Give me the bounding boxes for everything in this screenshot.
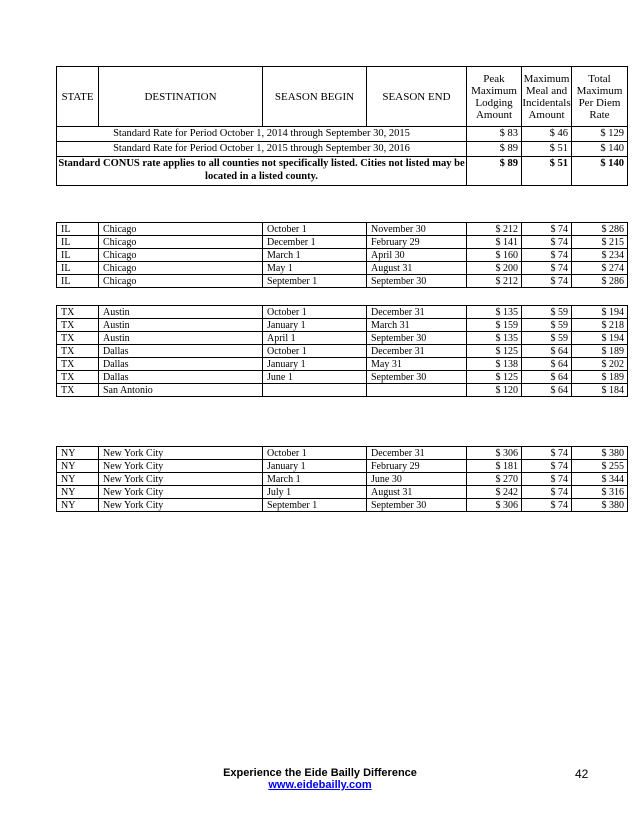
cell-total: $ 380 xyxy=(572,447,628,460)
col-header-state: STATE xyxy=(57,67,99,127)
cell-state: TX xyxy=(57,306,99,319)
cell-meals: $ 74 xyxy=(522,236,572,249)
standard-rate-2015-lodging: $ 89 xyxy=(467,142,522,157)
cell-season-begin: April 1 xyxy=(263,332,367,345)
cell-meals: $ 74 xyxy=(522,275,572,288)
cell-state: IL xyxy=(57,262,99,275)
cell-state: TX xyxy=(57,371,99,384)
cell-meals: $ 74 xyxy=(522,473,572,486)
cell-state: TX xyxy=(57,358,99,371)
cell-season-end: December 31 xyxy=(367,447,467,460)
standard-rate-2014-label: Standard Rate for Period October 1, 2014 through September 30, 2015 xyxy=(57,127,467,142)
cell-lodging: $ 212 xyxy=(467,275,522,288)
col-header-meals: Maximum Meal and Incidentals Amount xyxy=(522,67,572,127)
cell-season-end: May 31 xyxy=(367,358,467,371)
cell-total: $ 189 xyxy=(572,345,628,358)
cell-meals: $ 74 xyxy=(522,460,572,473)
cell-season-end: February 29 xyxy=(367,460,467,473)
cell-total: $ 218 xyxy=(572,319,628,332)
conus-rate-row xyxy=(57,157,628,186)
table-row xyxy=(57,499,628,512)
cell-destination: New York City xyxy=(99,486,263,499)
table-row xyxy=(57,236,628,249)
cell-meals: $ 74 xyxy=(522,249,572,262)
standard-rate-2014-lodging: $ 83 xyxy=(467,127,522,142)
cell-lodging: $ 120 xyxy=(467,384,522,397)
cell-total: $ 316 xyxy=(572,486,628,499)
cell-meals: $ 74 xyxy=(522,447,572,460)
cell-season-end: August 31 xyxy=(367,486,467,499)
cell-destination: New York City xyxy=(99,447,263,460)
cell-total: $ 274 xyxy=(572,262,628,275)
cell-meals: $ 64 xyxy=(522,371,572,384)
standard-rate-2014-total: $ 129 xyxy=(572,127,628,142)
table-row xyxy=(57,384,628,397)
cell-season-end: February 29 xyxy=(367,236,467,249)
table-row xyxy=(57,332,628,345)
cell-season-begin: September 1 xyxy=(263,499,367,512)
col-header-lodging: Peak Maximum Lodging Amount xyxy=(467,67,522,127)
table-row xyxy=(57,486,628,499)
cell-state: IL xyxy=(57,249,99,262)
table-row xyxy=(57,473,628,486)
cell-destination: Chicago xyxy=(99,223,263,236)
cell-lodging: $ 270 xyxy=(467,473,522,486)
cell-total: $ 255 xyxy=(572,460,628,473)
cell-destination: Chicago xyxy=(99,236,263,249)
cell-total: $ 380 xyxy=(572,499,628,512)
cell-state: NY xyxy=(57,486,99,499)
cell-lodging: $ 242 xyxy=(467,486,522,499)
cell-season-begin: March 1 xyxy=(263,249,367,262)
cell-destination: Austin xyxy=(99,332,263,345)
standard-rate-2014-meals: $ 46 xyxy=(522,127,572,142)
cell-lodging: $ 135 xyxy=(467,306,522,319)
cell-season-begin: June 1 xyxy=(263,371,367,384)
cell-total: $ 202 xyxy=(572,358,628,371)
standard-rate-2015-meals: $ 51 xyxy=(522,142,572,157)
cell-destination: New York City xyxy=(99,460,263,473)
cell-season-begin xyxy=(263,384,367,397)
cell-state: NY xyxy=(57,473,99,486)
cell-season-end: March 31 xyxy=(367,319,467,332)
cell-destination: Dallas xyxy=(99,358,263,371)
cell-season-begin: December 1 xyxy=(263,236,367,249)
cell-state: NY xyxy=(57,499,99,512)
cell-season-begin: October 1 xyxy=(263,306,367,319)
cell-destination: New York City xyxy=(99,473,263,486)
cell-destination: Austin xyxy=(99,306,263,319)
cell-meals: $ 59 xyxy=(522,332,572,345)
conus-rate-lodging: $ 89 xyxy=(467,157,522,186)
cell-state: TX xyxy=(57,384,99,397)
cell-lodging: $ 135 xyxy=(467,332,522,345)
col-header-season-end: SEASON END xyxy=(367,67,467,127)
cell-season-end: September 30 xyxy=(367,371,467,384)
cell-season-begin: May 1 xyxy=(263,262,367,275)
cell-destination: Austin xyxy=(99,319,263,332)
cell-state: IL xyxy=(57,275,99,288)
cell-season-begin: January 1 xyxy=(263,358,367,371)
conus-rate-label: Standard CONUS rate applies to all counties not specifically listed. Cities not listed may be located in a listed county. xyxy=(57,157,467,186)
cell-destination: San Antonio xyxy=(99,384,263,397)
cell-total: $ 215 xyxy=(572,236,628,249)
cell-state: NY xyxy=(57,460,99,473)
cell-season-begin: July 1 xyxy=(263,486,367,499)
cell-season-end xyxy=(367,384,467,397)
footer-tagline: Experience the Eide Bailly Difference xyxy=(223,767,417,779)
texas-rates-table xyxy=(56,305,628,397)
cell-meals: $ 74 xyxy=(522,499,572,512)
table-row xyxy=(57,345,628,358)
cell-season-end: September 30 xyxy=(367,275,467,288)
cell-lodging: $ 306 xyxy=(467,499,522,512)
cell-lodging: $ 306 xyxy=(467,447,522,460)
cell-meals: $ 64 xyxy=(522,384,572,397)
cell-season-end: December 31 xyxy=(367,306,467,319)
cell-meals: $ 59 xyxy=(522,319,572,332)
cell-destination: Dallas xyxy=(99,371,263,384)
cell-season-end: June 30 xyxy=(367,473,467,486)
cell-state: NY xyxy=(57,447,99,460)
cell-season-begin: March 1 xyxy=(263,473,367,486)
table-row xyxy=(57,358,628,371)
cell-lodging: $ 125 xyxy=(467,371,522,384)
standard-rate-2014-row xyxy=(57,127,628,142)
table-row xyxy=(57,460,628,473)
cell-meals: $ 74 xyxy=(522,223,572,236)
cell-season-begin: October 1 xyxy=(263,223,367,236)
table-row xyxy=(57,275,628,288)
cell-destination: Dallas xyxy=(99,345,263,358)
cell-state: IL xyxy=(57,236,99,249)
cell-meals: $ 64 xyxy=(522,345,572,358)
illinois-rates-table xyxy=(56,222,628,288)
col-header-destination: DESTINATION xyxy=(99,67,263,127)
table-row xyxy=(57,249,628,262)
cell-season-begin: October 1 xyxy=(263,345,367,358)
cell-season-end: December 31 xyxy=(367,345,467,358)
standard-rate-2015-row xyxy=(57,142,628,157)
table-row xyxy=(57,223,628,236)
cell-total: $ 184 xyxy=(572,384,628,397)
cell-total: $ 286 xyxy=(572,275,628,288)
per-diem-header-table xyxy=(56,66,628,186)
cell-meals: $ 74 xyxy=(522,486,572,499)
col-header-total: Total Maximum Per Diem Rate xyxy=(572,67,628,127)
col-header-season-begin: SEASON BEGIN xyxy=(263,67,367,127)
cell-destination: Chicago xyxy=(99,262,263,275)
cell-total: $ 189 xyxy=(572,371,628,384)
cell-meals: $ 74 xyxy=(522,262,572,275)
cell-lodging: $ 160 xyxy=(467,249,522,262)
cell-destination: New York City xyxy=(99,499,263,512)
cell-state: TX xyxy=(57,319,99,332)
cell-season-end: September 30 xyxy=(367,332,467,345)
cell-state: IL xyxy=(57,223,99,236)
cell-meals: $ 59 xyxy=(522,306,572,319)
cell-lodging: $ 181 xyxy=(467,460,522,473)
footer-website-link[interactable]: www.eidebailly.com xyxy=(268,779,372,791)
cell-total: $ 286 xyxy=(572,223,628,236)
table-row xyxy=(57,447,628,460)
cell-destination: Chicago xyxy=(99,249,263,262)
cell-lodging: $ 125 xyxy=(467,345,522,358)
cell-total: $ 344 xyxy=(572,473,628,486)
standard-rate-2015-total: $ 140 xyxy=(572,142,628,157)
cell-total: $ 194 xyxy=(572,332,628,345)
cell-season-begin: January 1 xyxy=(263,460,367,473)
cell-state: TX xyxy=(57,332,99,345)
page-number: 42 xyxy=(575,767,589,781)
cell-lodging: $ 200 xyxy=(467,262,522,275)
cell-season-end: April 30 xyxy=(367,249,467,262)
table-row xyxy=(57,319,628,332)
cell-destination: Chicago xyxy=(99,275,263,288)
cell-season-begin: January 1 xyxy=(263,319,367,332)
cell-season-begin: September 1 xyxy=(263,275,367,288)
table-row xyxy=(57,306,628,319)
column-header-row xyxy=(57,67,628,127)
table-row xyxy=(57,371,628,384)
table-row xyxy=(57,262,628,275)
cell-season-begin: October 1 xyxy=(263,447,367,460)
new-york-rates-table xyxy=(56,446,628,512)
cell-state: TX xyxy=(57,345,99,358)
cell-total: $ 194 xyxy=(572,306,628,319)
cell-season-end: September 30 xyxy=(367,499,467,512)
cell-season-end: November 30 xyxy=(367,223,467,236)
cell-total: $ 234 xyxy=(572,249,628,262)
cell-lodging: $ 141 xyxy=(467,236,522,249)
standard-rate-2015-label: Standard Rate for Period October 1, 2015 through September 30, 2016 xyxy=(57,142,467,157)
cell-lodging: $ 159 xyxy=(467,319,522,332)
cell-season-end: August 31 xyxy=(367,262,467,275)
cell-lodging: $ 212 xyxy=(467,223,522,236)
cell-lodging: $ 138 xyxy=(467,358,522,371)
conus-rate-total: $ 140 xyxy=(572,157,628,186)
cell-meals: $ 64 xyxy=(522,358,572,371)
conus-rate-meals: $ 51 xyxy=(522,157,572,186)
